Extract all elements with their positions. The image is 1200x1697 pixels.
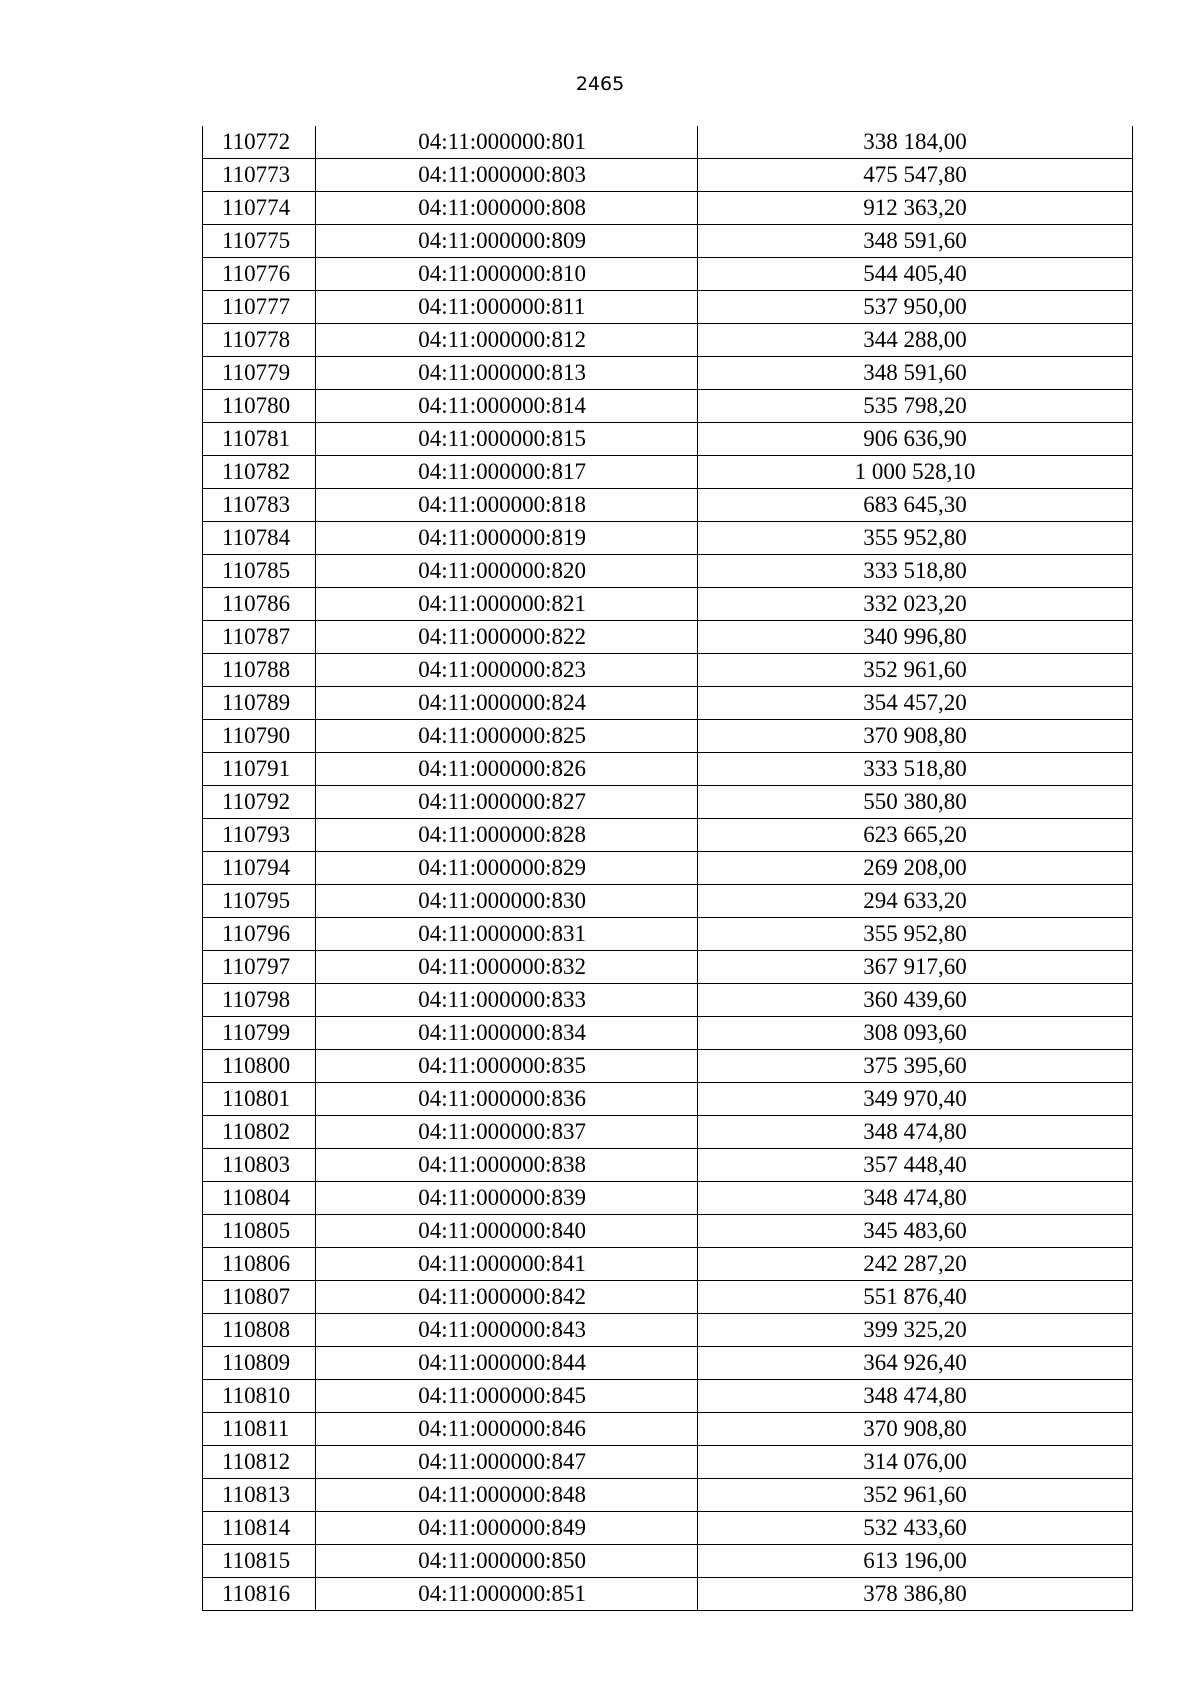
cadastral-value-cell: 370 908,80 <box>698 720 1133 753</box>
cadastral-value-cell: 348 474,80 <box>698 1182 1133 1215</box>
cadastral-number-cell: 04:11:000000:803 <box>316 159 698 192</box>
table-row <box>203 687 1133 720</box>
cadastral-value-cell: 357 448,40 <box>698 1149 1133 1182</box>
table-row <box>203 1050 1133 1083</box>
cadastral-number-cell: 04:11:000000:834 <box>316 1017 698 1050</box>
cadastral-value-cell: 683 645,30 <box>698 489 1133 522</box>
cadastral-value-cell: 375 395,60 <box>698 1050 1133 1083</box>
cadastral-number-cell: 04:11:000000:850 <box>316 1545 698 1578</box>
cadastral-number-cell: 04:11:000000:819 <box>316 522 698 555</box>
row-number-cell: 110783 <box>203 489 316 522</box>
row-number-cell: 110791 <box>203 753 316 786</box>
row-number-cell: 110808 <box>203 1314 316 1347</box>
cadastral-value-cell: 242 287,20 <box>698 1248 1133 1281</box>
cadastral-number-cell: 04:11:000000:820 <box>316 555 698 588</box>
table-row <box>203 489 1133 522</box>
row-number-cell: 110802 <box>203 1116 316 1149</box>
row-number-cell: 110784 <box>203 522 316 555</box>
cadastral-value-cell: 360 439,60 <box>698 984 1133 1017</box>
row-number-cell: 110796 <box>203 918 316 951</box>
cadastral-number-cell: 04:11:000000:812 <box>316 324 698 357</box>
table-row <box>203 1446 1133 1479</box>
cadastral-number-cell: 04:11:000000:829 <box>316 852 698 885</box>
row-number-cell: 110787 <box>203 621 316 654</box>
cadastral-value-cell: 399 325,20 <box>698 1314 1133 1347</box>
table-row <box>203 951 1133 984</box>
row-number-cell: 110810 <box>203 1380 316 1413</box>
row-number-cell: 110785 <box>203 555 316 588</box>
row-number-cell: 110776 <box>203 258 316 291</box>
row-number-cell: 110789 <box>203 687 316 720</box>
row-number-cell: 110786 <box>203 588 316 621</box>
row-number-cell: 110803 <box>203 1149 316 1182</box>
cadastral-number-cell: 04:11:000000:815 <box>316 423 698 456</box>
table-row <box>203 852 1133 885</box>
cadastral-number-cell: 04:11:000000:851 <box>316 1578 698 1611</box>
table-row <box>203 126 1133 159</box>
row-number-cell: 110809 <box>203 1347 316 1380</box>
cadastral-value-cell: 333 518,80 <box>698 555 1133 588</box>
table-row <box>203 555 1133 588</box>
table-row <box>203 258 1133 291</box>
cadastral-number-cell: 04:11:000000:801 <box>316 126 698 159</box>
row-number-cell: 110800 <box>203 1050 316 1083</box>
cadastral-number-cell: 04:11:000000:821 <box>316 588 698 621</box>
table-row <box>203 1380 1133 1413</box>
cadastral-number-cell: 04:11:000000:833 <box>316 984 698 1017</box>
table-row <box>203 1215 1133 1248</box>
row-number-cell: 110793 <box>203 819 316 852</box>
cadastral-value-cell: 345 483,60 <box>698 1215 1133 1248</box>
row-number-cell: 110804 <box>203 1182 316 1215</box>
row-number-cell: 110772 <box>203 126 316 159</box>
row-number-cell: 110797 <box>203 951 316 984</box>
row-number-cell: 110815 <box>203 1545 316 1578</box>
row-number-cell: 110806 <box>203 1248 316 1281</box>
row-number-cell: 110780 <box>203 390 316 423</box>
cadastral-value-cell: 338 184,00 <box>698 126 1133 159</box>
table-row <box>203 324 1133 357</box>
cadastral-value-cell: 532 433,60 <box>698 1512 1133 1545</box>
cadastral-value-cell: 294 633,20 <box>698 885 1133 918</box>
cadastral-number-cell: 04:11:000000:840 <box>316 1215 698 1248</box>
row-number-cell: 110805 <box>203 1215 316 1248</box>
cadastral-number-cell: 04:11:000000:808 <box>316 192 698 225</box>
table-row <box>203 621 1133 654</box>
row-number-cell: 110775 <box>203 225 316 258</box>
cadastral-value-cell: 352 961,60 <box>698 1479 1133 1512</box>
cadastral-value-cell: 332 023,20 <box>698 588 1133 621</box>
cadastral-value-cell: 370 908,80 <box>698 1413 1133 1446</box>
table-row <box>203 786 1133 819</box>
cadastral-number-cell: 04:11:000000:809 <box>316 225 698 258</box>
cadastral-value-cell: 623 665,20 <box>698 819 1133 852</box>
cadastral-value-cell: 333 518,80 <box>698 753 1133 786</box>
table-row <box>203 720 1133 753</box>
cadastral-number-cell: 04:11:000000:817 <box>316 456 698 489</box>
row-number-cell: 110779 <box>203 357 316 390</box>
cadastral-value-cell: 544 405,40 <box>698 258 1133 291</box>
cadastral-value-cell: 1 000 528,10 <box>698 456 1133 489</box>
cadastral-value-cell: 340 996,80 <box>698 621 1133 654</box>
cadastral-value-cell: 349 970,40 <box>698 1083 1133 1116</box>
cadastral-number-cell: 04:11:000000:844 <box>316 1347 698 1380</box>
table-row <box>203 1149 1133 1182</box>
table-row <box>203 885 1133 918</box>
cadastral-value-cell: 906 636,90 <box>698 423 1133 456</box>
row-number-cell: 110788 <box>203 654 316 687</box>
cadastral-number-cell: 04:11:000000:828 <box>316 819 698 852</box>
cadastral-value-cell: 269 208,00 <box>698 852 1133 885</box>
cadastral-number-cell: 04:11:000000:846 <box>316 1413 698 1446</box>
cadastral-value-table <box>202 126 1133 1611</box>
cadastral-value-cell: 475 547,80 <box>698 159 1133 192</box>
row-number-cell: 110798 <box>203 984 316 1017</box>
table-row <box>203 390 1133 423</box>
table-row <box>203 1281 1133 1314</box>
cadastral-number-cell: 04:11:000000:813 <box>316 357 698 390</box>
table-row <box>203 1545 1133 1578</box>
row-number-cell: 110790 <box>203 720 316 753</box>
cadastral-value-cell: 354 457,20 <box>698 687 1133 720</box>
cadastral-number-cell: 04:11:000000:837 <box>316 1116 698 1149</box>
cadastral-number-cell: 04:11:000000:836 <box>316 1083 698 1116</box>
row-number-cell: 110807 <box>203 1281 316 1314</box>
cadastral-number-cell: 04:11:000000:839 <box>316 1182 698 1215</box>
table-row <box>203 522 1133 555</box>
cadastral-number-cell: 04:11:000000:824 <box>316 687 698 720</box>
cadastral-value-cell: 344 288,00 <box>698 324 1133 357</box>
row-number-cell: 110812 <box>203 1446 316 1479</box>
table-row <box>203 1017 1133 1050</box>
page-number: 2465 <box>575 73 625 95</box>
table-body <box>203 126 1133 1611</box>
row-number-cell: 110774 <box>203 192 316 225</box>
cadastral-value-cell: 348 474,80 <box>698 1116 1133 1149</box>
cadastral-value-cell: 535 798,20 <box>698 390 1133 423</box>
cadastral-value-cell: 355 952,80 <box>698 918 1133 951</box>
table-row <box>203 192 1133 225</box>
row-number-cell: 110816 <box>203 1578 316 1611</box>
row-number-cell: 110773 <box>203 159 316 192</box>
cadastral-number-cell: 04:11:000000:845 <box>316 1380 698 1413</box>
row-number-cell: 110813 <box>203 1479 316 1512</box>
cadastral-number-cell: 04:11:000000:849 <box>316 1512 698 1545</box>
cadastral-value-cell: 367 917,60 <box>698 951 1133 984</box>
cadastral-number-cell: 04:11:000000:848 <box>316 1479 698 1512</box>
cadastral-number-cell: 04:11:000000:835 <box>316 1050 698 1083</box>
cadastral-value-cell: 348 591,60 <box>698 225 1133 258</box>
cadastral-number-cell: 04:11:000000:823 <box>316 654 698 687</box>
cadastral-value-cell: 364 926,40 <box>698 1347 1133 1380</box>
cadastral-number-cell: 04:11:000000:826 <box>316 753 698 786</box>
table-row <box>203 819 1133 852</box>
row-number-cell: 110778 <box>203 324 316 357</box>
table-row <box>203 1182 1133 1215</box>
table-row <box>203 1083 1133 1116</box>
cadastral-number-cell: 04:11:000000:827 <box>316 786 698 819</box>
cadastral-number-cell: 04:11:000000:811 <box>316 291 698 324</box>
cadastral-number-cell: 04:11:000000:810 <box>316 258 698 291</box>
row-number-cell: 110814 <box>203 1512 316 1545</box>
row-number-cell: 110792 <box>203 786 316 819</box>
row-number-cell: 110782 <box>203 456 316 489</box>
table-row <box>203 588 1133 621</box>
table-row <box>203 1578 1133 1611</box>
cadastral-value-cell: 537 950,00 <box>698 291 1133 324</box>
table-row <box>203 654 1133 687</box>
cadastral-value-cell: 352 961,60 <box>698 654 1133 687</box>
table-row <box>203 753 1133 786</box>
table-row <box>203 357 1133 390</box>
row-number-cell: 110777 <box>203 291 316 324</box>
cadastral-number-cell: 04:11:000000:814 <box>316 390 698 423</box>
table-row <box>203 984 1133 1017</box>
row-number-cell: 110795 <box>203 885 316 918</box>
row-number-cell: 110799 <box>203 1017 316 1050</box>
cadastral-number-cell: 04:11:000000:831 <box>316 918 698 951</box>
cadastral-value-cell: 551 876,40 <box>698 1281 1133 1314</box>
cadastral-value-cell: 308 093,60 <box>698 1017 1133 1050</box>
cadastral-value-cell: 550 380,80 <box>698 786 1133 819</box>
table-row <box>203 1116 1133 1149</box>
table-row <box>203 1512 1133 1545</box>
cadastral-number-cell: 04:11:000000:832 <box>316 951 698 984</box>
cadastral-number-cell: 04:11:000000:818 <box>316 489 698 522</box>
table-row <box>203 1347 1133 1380</box>
table-row <box>203 1413 1133 1446</box>
cadastral-number-cell: 04:11:000000:847 <box>316 1446 698 1479</box>
cadastral-number-cell: 04:11:000000:822 <box>316 621 698 654</box>
table-row <box>203 1314 1133 1347</box>
row-number-cell: 110801 <box>203 1083 316 1116</box>
row-number-cell: 110811 <box>203 1413 316 1446</box>
cadastral-number-cell: 04:11:000000:830 <box>316 885 698 918</box>
cadastral-value-cell: 314 076,00 <box>698 1446 1133 1479</box>
table-row <box>203 1479 1133 1512</box>
table-row <box>203 423 1133 456</box>
cadastral-value-cell: 912 363,20 <box>698 192 1133 225</box>
table-row <box>203 456 1133 489</box>
table-row <box>203 918 1133 951</box>
cadastral-number-cell: 04:11:000000:825 <box>316 720 698 753</box>
cadastral-value-cell: 378 386,80 <box>698 1578 1133 1611</box>
table-row <box>203 225 1133 258</box>
cadastral-value-cell: 355 952,80 <box>698 522 1133 555</box>
cadastral-number-cell: 04:11:000000:843 <box>316 1314 698 1347</box>
cadastral-number-cell: 04:11:000000:841 <box>316 1248 698 1281</box>
cadastral-value-cell: 348 591,60 <box>698 357 1133 390</box>
row-number-cell: 110794 <box>203 852 316 885</box>
cadastral-value-cell: 348 474,80 <box>698 1380 1133 1413</box>
cadastral-number-cell: 04:11:000000:838 <box>316 1149 698 1182</box>
cadastral-value-cell: 613 196,00 <box>698 1545 1133 1578</box>
table-row <box>203 1248 1133 1281</box>
table-row <box>203 291 1133 324</box>
cadastral-number-cell: 04:11:000000:842 <box>316 1281 698 1314</box>
table-row <box>203 159 1133 192</box>
row-number-cell: 110781 <box>203 423 316 456</box>
